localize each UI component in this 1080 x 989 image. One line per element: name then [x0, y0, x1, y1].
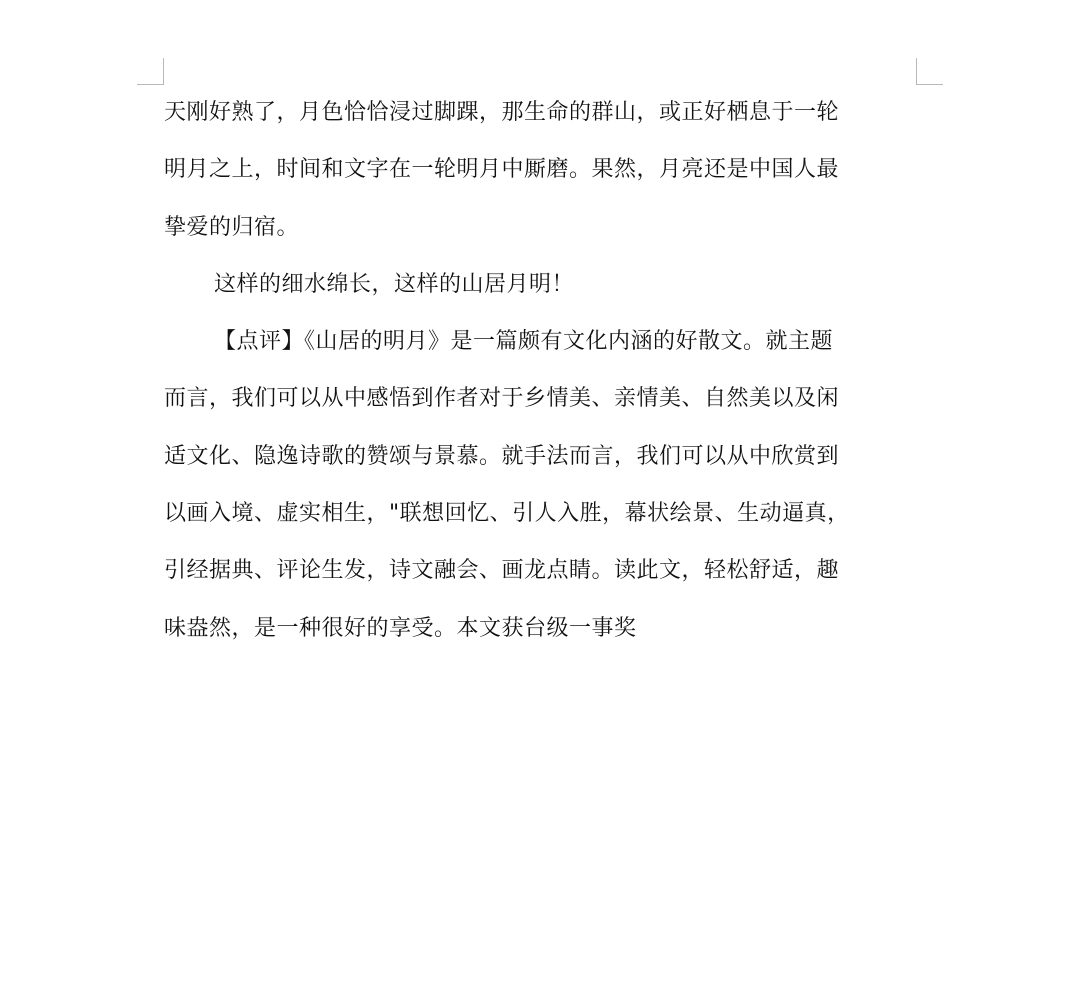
text-line: 适文化、隐逸诗歌的赞颂与景慕。就手法而言，我们可以从中欣赏到	[164, 443, 840, 469]
top-left-margin-marker	[137, 58, 164, 85]
text-line: 这样的细水绵长，这样的山居月明！	[214, 271, 575, 297]
text-line: 引经据典、评论生发，诗文融会、画龙点睛。读此文，轻松舒适，趣	[164, 558, 840, 584]
text-line: 味盎然，是一种很好的享受。本文获台级一事奖	[164, 615, 637, 641]
top-right-margin-marker	[916, 58, 943, 85]
text-line: 以画入境、虚实相生，"联想回忆、引人入胜，幕状绘景、生动逼真，	[164, 501, 850, 527]
text-line: 天刚好熟了，月色恰恰浸过脚踝，那生命的群山，或正好栖息于一轮	[164, 100, 840, 125]
text-line: 【点评】《山居的明月》是一篇颇有文化内涵的好散文。就主题	[214, 329, 834, 355]
document-body[interactable]	[164, 84, 924, 657]
text-line: 挚爱的归宿。	[164, 214, 300, 240]
text-line: 而言，我们可以从中感悟到作者对于乡情美、亲情美、自然美以及闲	[164, 386, 840, 412]
text-line: 明月之上，时间和文字在一轮明月中厮磨。果然，月亮还是中国人最	[164, 157, 840, 183]
